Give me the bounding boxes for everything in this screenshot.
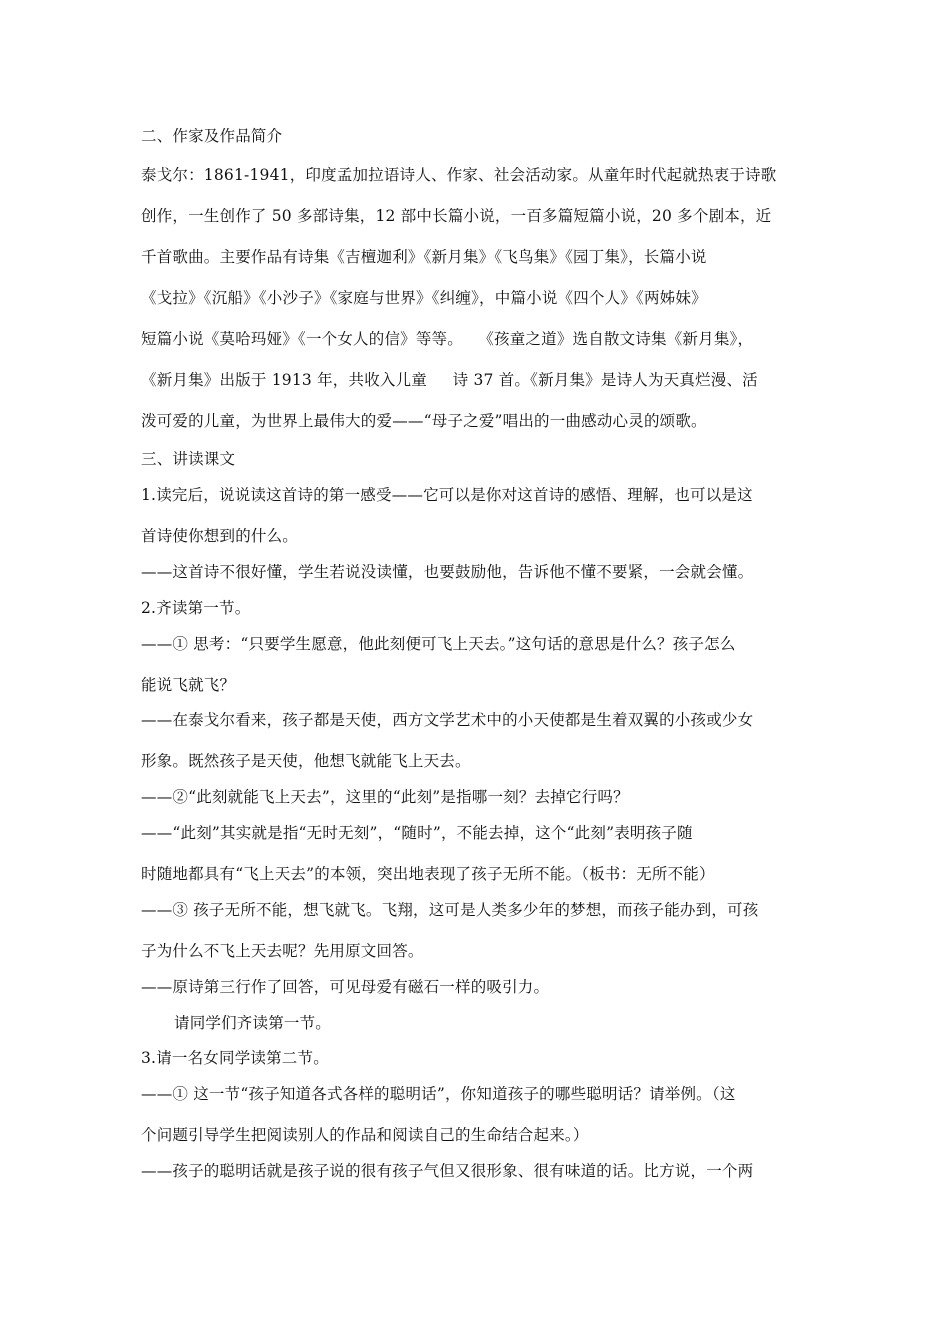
paragraph-line: 创作，一生创作了 50 多部诗集，12 部中长篇小说，一百多篇短篇小说，20 多个剧本，近 [141,207,772,225]
paragraph-line: ——孩子的聪明话就是孩子说的很有孩子气但又很形象、很有味道的话。比方说，一个两 [141,1162,754,1180]
paragraph-line: 请同学们齐读第一节。 [174,1014,332,1032]
paragraph-line: ——在泰戈尔看来，孩子都是天使，西方文学艺术中的小天使都是生着双翼的小孩或少女 [141,711,754,729]
paragraph-line: ——① 这一节“孩子知道各式各样的聪明话”，你知道孩子的哪些聪明话？请举例。（这 [141,1085,736,1103]
paragraph-line: 个问题引导学生把阅读别人的作品和阅读自己的生命结合起来。） [141,1126,589,1144]
paragraph-line: 时随地都具有“飞上天去”的本领，突出地表现了孩子无所不能。（板书：无所不能） [141,865,715,883]
paragraph-line: 子为什么不飞上天去呢？先用原文回答。 [141,942,424,960]
paragraph-line: 泼可爱的儿童，为世界上最伟大的爱——“母子之爱”唱出的一曲感动心灵的颂歌。 [141,412,707,430]
paragraph-line: 1.读完后，说说读这首诗的第一感受——它可以是你对这首诗的感悟、理解，也可以是这 [141,486,753,504]
paragraph-line: ——“此刻”其实就是指“无时无刻”，“随时”，不能去掉，这个“此刻”表明孩子随 [141,824,693,842]
paragraph-line: 泰戈尔：1861-1941，印度孟加拉语诗人、作家、社会活动家。从童年时代起就热衷于诗歌 [141,166,777,184]
paragraph-line: 短篇小说《莫哈玛娅》《一个女人的信》等等。 《孩童之道》选自散文诗集《新月集》， [141,330,754,348]
paragraph-line: 2.齐读第一节。 [141,599,251,617]
paragraph-line: ——原诗第三行作了回答，可见母爱有磁石一样的吸引力。 [141,978,550,996]
paragraph-line: 《戈拉》《沉船》《小沙子》《家庭与世界》《纠缠》，中篇小说《四个人》《两姊妹》 [141,289,707,307]
paragraph-line: ——① 思考：“只要学生愿意，他此刻便可飞上天去。”这句话的意思是什么？孩子怎么 [141,635,736,653]
section-heading-author: 二、作家及作品简介 [141,127,283,145]
paragraph-line: 首诗使你想到的什么。 [141,527,299,545]
paragraph-line: 《新月集》出版于 1913 年，共收入儿童 诗 37 首。《新月集》是诗人为天真烂漫、活 [141,371,758,389]
paragraph-line: ——这首诗不很好懂，学生若说没读懂，也要鼓励他，告诉他不懂不要紧，一会就会懂。 [141,563,754,581]
paragraph-line: ——②“此刻就能飞上天去”，这里的“此刻”是指哪一刻？去掉它行吗？ [141,788,629,806]
paragraph-line: 千首歌曲。主要作品有诗集《吉檀迦利》《新月集》《飞鸟集》《园丁集》，长篇小说 [141,248,707,266]
paragraph-line: 能说飞就飞？ [141,676,236,694]
section-heading-reading: 三、讲读课文 [141,450,236,468]
paragraph-line: 3.请一名女同学读第二节。 [141,1049,329,1067]
paragraph-line: ——③ 孩子无所不能，想飞就飞。飞翔，这可是人类多少年的梦想，而孩子能办到，可孩 [141,901,759,919]
paragraph-line: 形象。既然孩子是天使，他想飞就能飞上天去。 [141,752,471,770]
